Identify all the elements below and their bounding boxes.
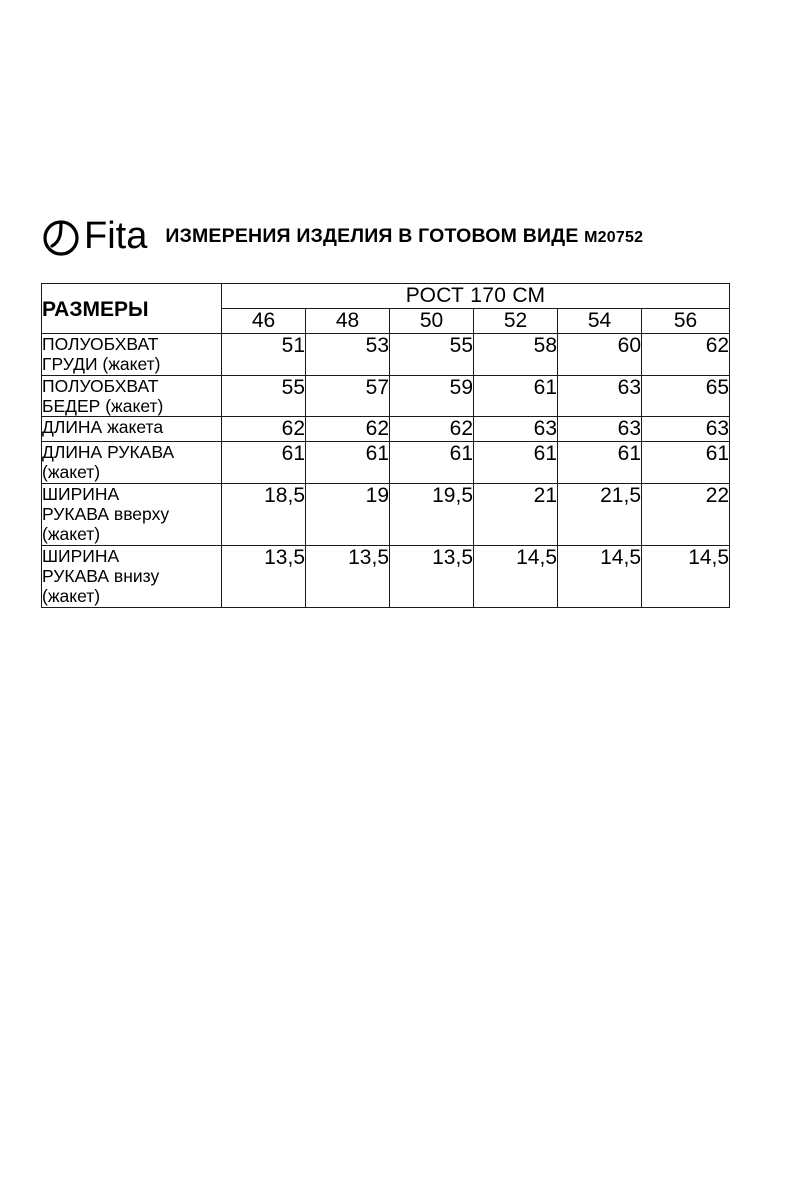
table-header-row-group [42, 284, 730, 309]
row-label-main: ПОЛУОБХВАТ [42, 375, 159, 396]
table-row [42, 375, 730, 417]
cell-value: 59 [390, 375, 474, 417]
table-row [42, 483, 730, 545]
cell-value: 21 [474, 483, 558, 545]
cell-value: 51 [222, 334, 306, 376]
cell-value: 62 [306, 417, 390, 442]
group-header-rost: РОСТ 170 СМ [222, 284, 730, 309]
cell-value: 53 [306, 334, 390, 376]
cell-value: 14,5 [642, 545, 730, 607]
row-label-main: ДЛИНА РУКАВА [42, 442, 175, 463]
cell-value: 19,5 [390, 483, 474, 545]
cell-value: 55 [222, 375, 306, 417]
cell-value: 14,5 [558, 545, 642, 607]
cell-value: 62 [642, 334, 730, 376]
cell-value: 63 [558, 375, 642, 417]
size-header-50: 50 [390, 309, 474, 334]
cell-value: 62 [390, 417, 474, 442]
row-label [42, 375, 222, 417]
table-row [42, 417, 730, 442]
row-label-sub: БЕДЕР (жакет) [42, 395, 164, 416]
cell-value: 18,5 [222, 483, 306, 545]
measurements-table [41, 283, 730, 608]
cell-value: 60 [558, 334, 642, 376]
cell-value: 63 [642, 417, 730, 442]
cell-value: 21,5 [558, 483, 642, 545]
row-label-main: ШИРИНА [42, 483, 120, 504]
article-code: М20752 [584, 228, 644, 246]
cell-value: 61 [642, 442, 730, 484]
brand-logo [40, 213, 147, 259]
row-label [42, 334, 222, 376]
cell-value: 63 [474, 417, 558, 442]
page-title-text: ИЗМЕРЕНИЯ ИЗДЕЛИЯ В ГОТОВОМ ВИДЕ [165, 224, 579, 247]
cell-value: 13,5 [222, 545, 306, 607]
size-header-46: 46 [222, 309, 306, 334]
table-row [42, 334, 730, 376]
brand-name: Fita [84, 215, 148, 257]
row-label [42, 442, 222, 484]
cell-value: 22 [642, 483, 730, 545]
table-row [42, 545, 730, 607]
fita-circle-logo-icon [40, 213, 82, 259]
cell-value: 61 [306, 442, 390, 484]
page-title [165, 225, 643, 248]
cell-value: 62 [222, 417, 306, 442]
size-header-52: 52 [474, 309, 558, 334]
cell-value: 19 [306, 483, 390, 545]
table-row [42, 442, 730, 484]
corner-label: РАЗМЕРЫ [42, 284, 222, 334]
cell-value: 14,5 [474, 545, 558, 607]
row-label [42, 545, 222, 607]
row-label [42, 417, 222, 442]
row-label-sub: (жакет) [42, 462, 101, 483]
cell-value: 65 [642, 375, 730, 417]
row-label-main: ПОЛУОБХВАТ [42, 334, 159, 354]
row-label-main: ШИРИНА [42, 545, 120, 566]
cell-value: 13,5 [390, 545, 474, 607]
size-header-48: 48 [306, 309, 390, 334]
cell-value: 61 [390, 442, 474, 484]
cell-value: 63 [558, 417, 642, 442]
row-label [42, 483, 222, 545]
cell-value: 57 [306, 375, 390, 417]
cell-value: 58 [474, 334, 558, 376]
cell-value: 61 [558, 442, 642, 484]
row-label-main: ДЛИНА жакета [42, 417, 164, 438]
cell-value: 61 [474, 375, 558, 417]
size-header-54: 54 [558, 309, 642, 334]
document-header [40, 205, 760, 267]
cell-value: 13,5 [306, 545, 390, 607]
row-label-sub: РУКАВА вверху (жакет) [42, 504, 170, 545]
cell-value: 61 [474, 442, 558, 484]
cell-value: 61 [222, 442, 306, 484]
cell-value: 55 [390, 334, 474, 376]
row-label-sub: ГРУДИ (жакет) [42, 354, 161, 375]
row-label-sub: РУКАВА внизу (жакет) [42, 565, 160, 607]
size-header-56: 56 [642, 309, 730, 334]
